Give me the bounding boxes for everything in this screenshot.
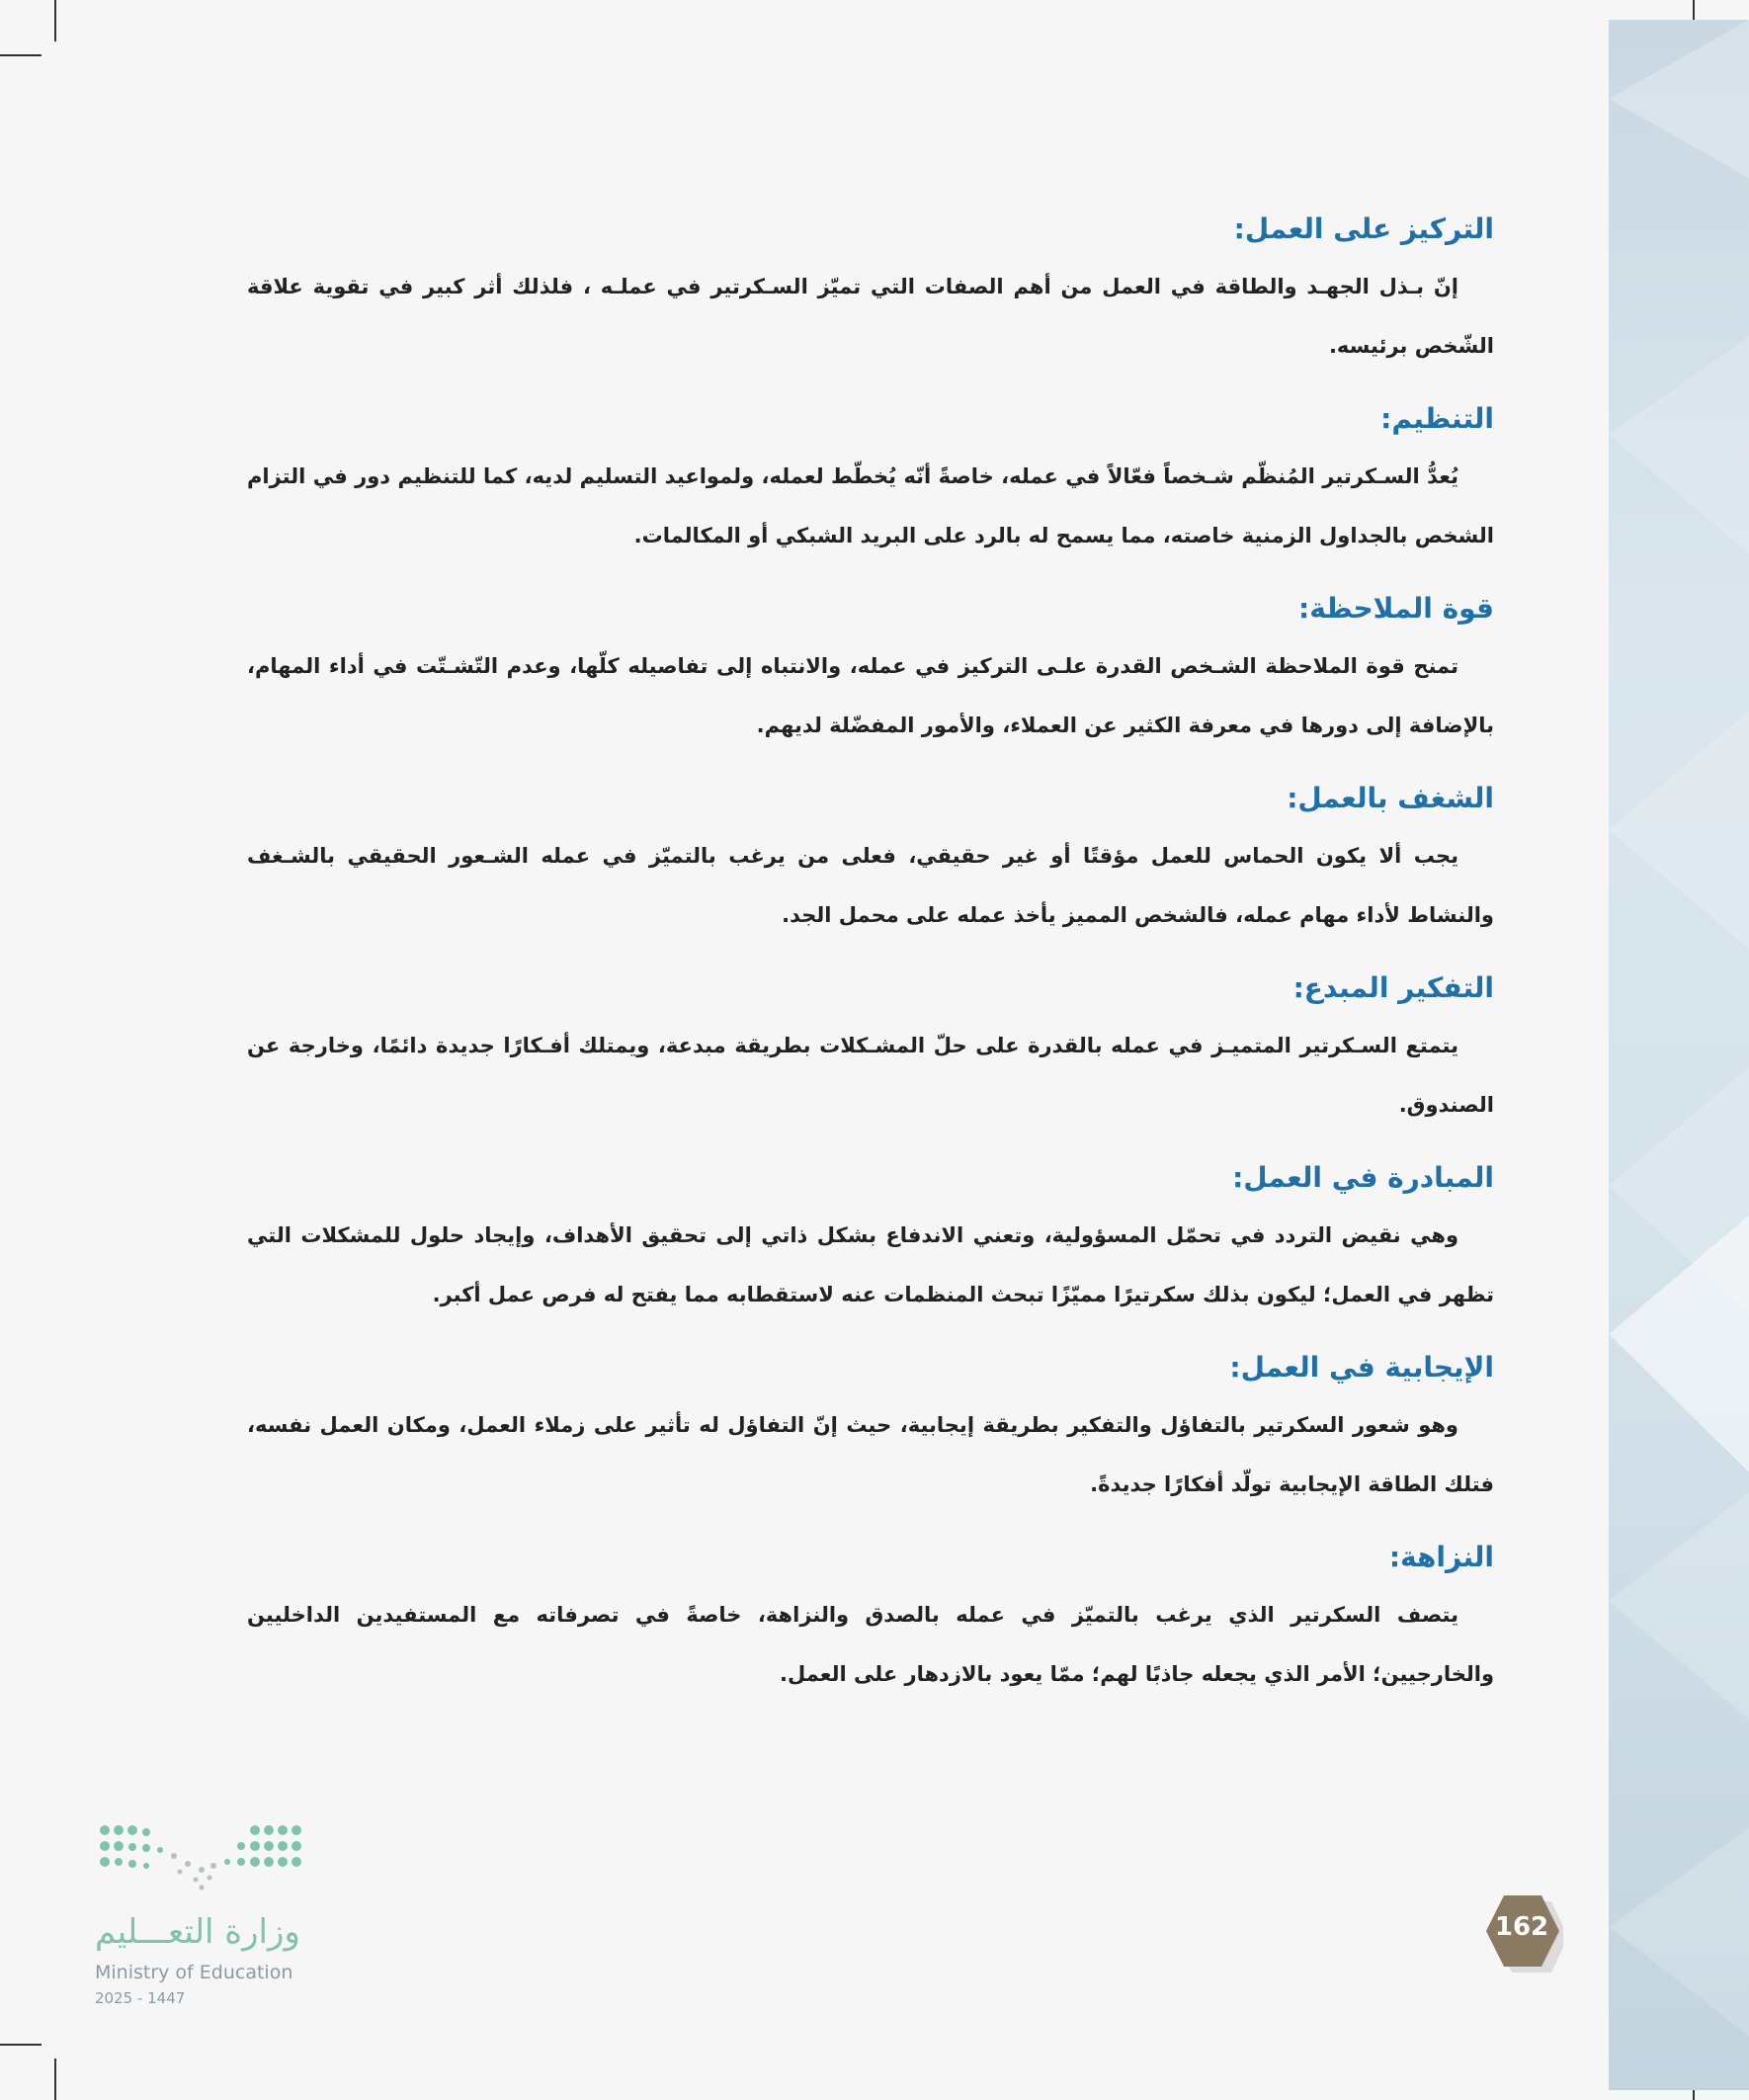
section-paragraph: يُعدُّ السـكرتير المُنظّم شـخصاً فعّالاً في عمله، خاصةً أنّه يُخطّط لعمله، ولمواعيد التسليم لديه، كما للتنظيم دور في التزام الشخص بالجداول الزمنية خاصته، مما يسمح له بالرد على البريد الشبكي أو المكالمات. [247,464,1494,547]
section-paragraph: تمنح قوة الملاحظة الشـخص القدرة علـى التركيز في عمله، والانتباه إلى تفاصيله كلّها، وعدم التّشـتّت في أداء المهام، بالإضافة إلى دورها في معرفة الكثير عن العملاء، والأمور المفضّلة لديهم. [247,654,1494,737]
crop-mark [54,0,56,42]
section-heading: التنظيم: [1380,402,1494,435]
section-heading: التركيز على العمل: [1233,212,1494,245]
section-heading: المبادرة في العمل: [1232,1161,1494,1194]
crop-mark [0,2044,42,2046]
section [247,1536,1494,1704]
section-paragraph: يتصف السكرتير الذي يرغب بالتميّز في عمله بالصدق والنزاهة، خاصةً في تصرفاته مع المستفيدين الداخليين والخارجيين؛ الأمر الذي يجعله جاذبًا لهم؛ ممّا يعود بالازدهار على العمل. [247,1603,1494,1686]
section [247,777,1494,945]
ministry-dots-icon [95,1820,312,1899]
section-paragraph: إنّ بـذل الجهـد والطاقة في العمل من أهم الصفات التي تميّز السـكرتير في عملـه ، فلذلك أثر كبير في تقوية علاقة الشّخص برئيسه. [247,275,1494,358]
crop-mark [54,2058,56,2100]
ministry-year: 2025 - 1447 [95,1989,186,2007]
section [247,397,1494,565]
section [247,587,1494,755]
section [247,208,1494,376]
section [247,966,1494,1134]
section-heading: قوة الملاحظة: [1298,592,1494,625]
ministry-name-english: Ministry of Education [95,1962,293,1983]
section-paragraph: وهي نقيض التردد في تحمّل المسؤولية، وتعني الاندفاع بشكل ذاتي إلى تحقيق الأهداف، وإيجاد حلول للمشكلات التي تظهر في العمل؛ ليكون بذلك سكرتيرًا مميّزًا تبحث المنظمات عنه لاستقطابه مما يفتح له فرص عمل أكبر. [247,1223,1494,1306]
ministry-name-arabic: وزارة التعـــليم [95,1912,300,1952]
crop-mark [0,54,42,56]
page-number: 162 [1494,1912,1549,1942]
page-content [247,208,1494,1725]
section-heading: الإيجابية في العمل: [1229,1351,1494,1384]
section-paragraph: يجب ألا يكون الحماس للعمل مؤقتًا أو غير حقيقي، فعلى من يرغب بالتميّز في عمله الشـعور الحقيقي بالشـغف والنشاط لأداء مهام عمله، فالشخص المميز يأخذ عمله على محمل الجد. [247,844,1494,927]
section-paragraph: يتمتع السـكرتير المتميـز في عمله بالقدرة على حلّ المشـكلات بطريقة مبدعة، ويمتلك أفـكارًا جديدة دائمًا، وخارجة عن الصندوق. [247,1034,1494,1117]
section [247,1346,1494,1514]
section-heading: الشغف بالعمل: [1287,782,1494,814]
section-paragraph: وهو شعور السكرتير بالتفاؤل والتفكير بطريقة إيجابية، حيث إنّ التفاؤل له تأثير على زملاء العمل، ومكان العمل نفسه، فتلك الطاقة الإيجابية تولّد أفكارًا جديدةً. [247,1413,1494,1496]
section [247,1156,1494,1324]
decorative-side-band [1609,20,1749,2090]
section-heading: التفكير المبدع: [1292,971,1494,1004]
section-heading: النزاهة: [1388,1541,1494,1573]
